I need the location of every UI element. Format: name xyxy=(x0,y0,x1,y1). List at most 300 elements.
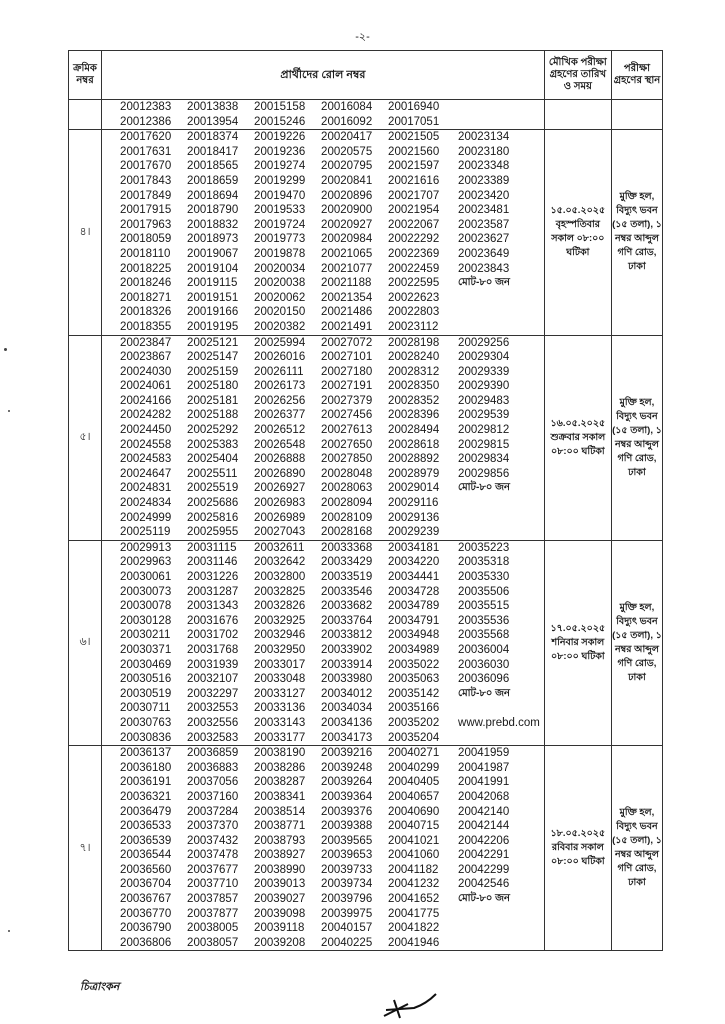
roll-number: 20034948 xyxy=(388,629,440,642)
roll-number: 20016084 xyxy=(321,101,373,113)
roll-number: 20021065 xyxy=(321,247,373,260)
roll-number: 20029539 xyxy=(458,409,510,422)
roll-number: 20023867 xyxy=(120,351,172,364)
punch-mark xyxy=(4,348,7,351)
roll-number: 20042299 xyxy=(458,863,510,876)
roll-grid xyxy=(120,100,544,129)
roll-number: 20028892 xyxy=(388,453,440,466)
roll-number: 20019067 xyxy=(187,247,239,260)
roll-number: 20032800 xyxy=(254,571,306,583)
roll-number: 20029014 xyxy=(388,482,440,495)
roll-number: 20033048 xyxy=(254,673,306,686)
watermark-text: www.prebd.com xyxy=(458,716,540,729)
roll-number: 20036030 xyxy=(458,658,510,671)
roll-number: 20023134 xyxy=(458,131,510,144)
roll-number: 20042546 xyxy=(458,878,510,891)
roll-number: 20021560 xyxy=(388,145,440,158)
section-row xyxy=(69,130,663,335)
roll-number-table xyxy=(68,50,663,951)
roll-number: 20033546 xyxy=(321,585,373,598)
roll-number: 20035063 xyxy=(388,673,440,686)
roll-number: 20037160 xyxy=(187,790,239,803)
roll-number: 20017631 xyxy=(120,145,172,158)
roll-number: 20026983 xyxy=(254,497,306,510)
roll-number: 20018659 xyxy=(187,174,239,187)
total-count: মোট-৮০ জন xyxy=(458,277,511,289)
roll-number: 20033017 xyxy=(254,658,306,671)
roll-number: 20032107 xyxy=(187,673,239,686)
roll-number: 20020896 xyxy=(321,189,373,202)
roll-number: 20021597 xyxy=(388,160,440,173)
roll-number: 20036137 xyxy=(120,747,172,760)
roll-number: 20031768 xyxy=(187,643,239,656)
serial-number: ৫। xyxy=(69,335,102,540)
roll-number: 20037056 xyxy=(187,776,239,789)
roll-number: 20029239 xyxy=(388,526,440,539)
roll-number: 20025159 xyxy=(187,365,239,378)
roll-number: 20031115 xyxy=(187,541,237,554)
roll-number: 20025180 xyxy=(187,380,239,393)
roll-number: 20041060 xyxy=(388,849,440,862)
roll-number: 20023180 xyxy=(458,145,510,158)
exam-venue: মুক্তি হল, বিদ্যুৎ ভবন (১৫ তলা), ১ নম্বর আব্দুল গণি রোড, ঢাকা xyxy=(611,540,662,745)
roll-number: 20028198 xyxy=(388,336,440,349)
roll-number: 20024999 xyxy=(120,511,172,524)
roll-number: 20012383 xyxy=(120,101,172,113)
roll-number xyxy=(458,511,543,526)
initials-signature: চিত্রাংকন xyxy=(80,981,120,993)
roll-number: 20034012 xyxy=(321,687,373,700)
roll-number: 20025519 xyxy=(187,482,239,495)
roll-number: 20019236 xyxy=(254,145,306,158)
roll-number: 20022803 xyxy=(388,306,440,319)
roll-number: 20036180 xyxy=(120,761,172,774)
roll-number: 20037284 xyxy=(187,805,239,818)
roll-number: 20039565 xyxy=(321,834,373,847)
roll-number: 20038793 xyxy=(254,834,306,847)
roll-number xyxy=(458,115,543,130)
roll-number: 20033429 xyxy=(321,556,373,569)
roll-number: 20023420 xyxy=(458,189,510,202)
roll-number: 20040657 xyxy=(388,790,440,803)
exam-venue: মুক্তি হল, বিদ্যুৎ ভবন (১৫ তলা), ১ নম্বর আব্দুল গণি রোড, ঢাকা xyxy=(611,335,662,540)
roll-number: 20028979 xyxy=(388,467,440,480)
roll-number: 20039733 xyxy=(321,863,373,876)
roll-number: 20036321 xyxy=(120,790,172,803)
roll-number: 20032297 xyxy=(187,687,239,700)
roll-number: 20036767 xyxy=(120,893,172,906)
roll-number: 20035204 xyxy=(388,731,440,744)
roll-number: 20022292 xyxy=(388,233,440,246)
roll-number: 20028352 xyxy=(388,394,440,407)
roll-number: 20032556 xyxy=(187,716,239,729)
roll-number: 20025188 xyxy=(187,409,239,422)
roll-number: 20021707 xyxy=(388,189,440,202)
roll-number: 20037677 xyxy=(187,863,239,876)
section-row xyxy=(69,335,663,540)
roll-number: 20034181 xyxy=(388,541,440,554)
roll-number: 20039013 xyxy=(254,878,306,891)
roll-number: 20020150 xyxy=(254,306,306,319)
roll-number xyxy=(458,907,543,922)
roll-number: 20032553 xyxy=(187,702,239,715)
roll-number: 20029815 xyxy=(458,438,510,451)
roll-number: 20034220 xyxy=(388,556,440,569)
section-row xyxy=(69,540,663,745)
roll-number xyxy=(458,305,543,320)
roll-number: 20026377 xyxy=(254,409,306,422)
total-count: মোট-৮০ জন xyxy=(458,482,511,494)
roll-number: 20033143 xyxy=(254,716,306,729)
roll-number: 20020927 xyxy=(321,218,373,231)
roll-grid xyxy=(120,746,544,950)
roll-number: 20037478 xyxy=(187,849,239,862)
roll-grid xyxy=(120,336,544,540)
signature-mark xyxy=(380,992,440,1022)
roll-number: 20038190 xyxy=(254,747,306,760)
roll-number: 20037877 xyxy=(187,907,239,920)
punch-mark xyxy=(8,410,10,412)
exam-venue: মুক্তি হল, বিদ্যুৎ ভবন (১৫ তলা), ১ নম্বর আব্দুল গণি রোড, ঢাকা xyxy=(611,130,662,335)
roll-number: 20042140 xyxy=(458,805,510,818)
roll-number: 20041775 xyxy=(388,907,440,920)
roll-number: 20024282 xyxy=(120,409,172,422)
roll-number: 20020575 xyxy=(321,145,373,158)
roll-number: 20030711 xyxy=(120,702,171,715)
roll-number: 20038990 xyxy=(254,863,306,876)
roll-number: 20032950 xyxy=(254,643,306,656)
roll-number: 20033682 xyxy=(321,600,373,613)
roll-number: 20036704 xyxy=(120,878,172,891)
roll-number: 20019166 xyxy=(187,306,239,319)
section-row xyxy=(69,746,663,951)
roll-number: 20019151 xyxy=(187,291,239,304)
roll-number: 20019533 xyxy=(254,204,306,217)
roll-number: 20028168 xyxy=(321,526,373,539)
roll-number: 20026111 xyxy=(254,365,304,378)
roll-number: 20030763 xyxy=(120,716,172,729)
roll-number: 20028048 xyxy=(321,467,373,480)
roll-number: 20040715 xyxy=(388,820,440,833)
roll-number: 20028494 xyxy=(388,424,440,437)
roll-number: 20026256 xyxy=(254,394,306,407)
roll-number: 20035330 xyxy=(458,571,510,583)
roll-number: 20038514 xyxy=(254,805,306,818)
roll-number: 20018059 xyxy=(120,233,172,246)
serial-number xyxy=(69,100,102,130)
roll-number-list xyxy=(102,335,545,540)
roll-number: 20017843 xyxy=(120,174,172,187)
roll-number: 20018225 xyxy=(120,262,172,275)
roll-number: 20025119 xyxy=(120,526,171,539)
roll-number: 20018326 xyxy=(120,306,172,319)
exam-date-time: ১৫.০৫.২০২৫ বৃহস্পতিবার সকাল ০৮:০০ ঘটিকা xyxy=(544,130,611,335)
roll-number: 20026927 xyxy=(254,482,306,495)
roll-number: 20024834 xyxy=(120,497,172,510)
roll-number: 20029136 xyxy=(388,511,440,524)
roll-number: 20031939 xyxy=(187,658,239,671)
roll-number: 20040225 xyxy=(321,936,373,949)
roll-number: 20025511 xyxy=(187,467,238,480)
roll-number: 20026016 xyxy=(254,351,306,364)
roll-number: 20038005 xyxy=(187,922,239,935)
roll-number xyxy=(458,320,543,335)
roll-number: 20023112 xyxy=(388,320,439,333)
roll-number: 20032826 xyxy=(254,600,306,613)
serial-number: ৪। xyxy=(69,130,102,335)
roll-number: 20021077 xyxy=(321,262,373,275)
roll-number: 20028312 xyxy=(388,365,440,378)
roll-number: 20019470 xyxy=(254,189,306,202)
roll-number: 20018110 xyxy=(120,247,171,260)
roll-number: 20018973 xyxy=(187,233,239,246)
roll-number xyxy=(458,921,543,936)
roll-number: 20025994 xyxy=(254,336,306,349)
section-row xyxy=(69,100,663,130)
roll-number: 20037370 xyxy=(187,820,239,833)
roll-number: 20026548 xyxy=(254,438,306,451)
roll-number: 20020034 xyxy=(254,262,306,275)
roll-number: 20040157 xyxy=(321,922,373,935)
roll-number: 20031226 xyxy=(187,571,239,583)
roll-number: 20031146 xyxy=(187,556,238,569)
roll-number: 20030516 xyxy=(120,673,172,686)
roll-number: 20036770 xyxy=(120,907,172,920)
roll-number: 20024166 xyxy=(120,394,172,407)
roll-number: 20020062 xyxy=(254,291,306,304)
roll-number: 20020417 xyxy=(321,131,373,144)
roll-number: 20033914 xyxy=(321,658,373,671)
roll-number: 20023389 xyxy=(458,174,510,187)
roll-number: 20035536 xyxy=(458,614,510,627)
roll-number: 20024558 xyxy=(120,438,172,451)
roll-number: 20023847 xyxy=(120,336,172,349)
roll-number: 20027456 xyxy=(321,409,373,422)
roll-number: 20027850 xyxy=(321,453,373,466)
roll-number: 20023348 xyxy=(458,160,510,173)
roll-number: 20012386 xyxy=(120,115,172,128)
roll-number: 20024030 xyxy=(120,365,172,378)
roll-number: 20033136 xyxy=(254,702,306,715)
roll-number: 20039098 xyxy=(254,907,306,920)
roll-number: 20034728 xyxy=(388,585,440,598)
roll-number: 20021354 xyxy=(321,291,373,304)
roll-number: 20039388 xyxy=(321,820,373,833)
roll-number: 20035022 xyxy=(388,658,440,671)
roll-number: 20036096 xyxy=(458,673,510,686)
roll-number: 20034791 xyxy=(388,614,440,627)
roll-number: 20035515 xyxy=(458,600,510,613)
roll-number: 20026888 xyxy=(254,453,306,466)
roll-number: 20019773 xyxy=(254,233,306,246)
roll-number: 20027072 xyxy=(321,336,373,349)
roll-number: 20036806 xyxy=(120,936,172,949)
exam-date-time: ১৮.০৫.২০২৫ রবিবার সকাল ০৮:০০ ঘটিকা xyxy=(544,746,611,951)
roll-number: 20042144 xyxy=(458,820,510,833)
roll-number: 20017620 xyxy=(120,131,172,144)
roll-number: 20030128 xyxy=(120,614,172,627)
roll-number: 20030211 xyxy=(120,629,171,642)
roll-number: 20035318 xyxy=(458,556,510,569)
roll-number: 20035202 xyxy=(388,716,440,729)
roll-number: 20033177 xyxy=(254,731,306,744)
roll-number: 20018271 xyxy=(120,291,172,304)
roll-number: 20032642 xyxy=(254,556,306,569)
roll-number: 20025686 xyxy=(187,497,239,510)
roll-number: 20042291 xyxy=(458,849,510,862)
roll-number: 20020038 xyxy=(254,277,306,290)
roll-number: 20029116 xyxy=(388,497,439,510)
roll-number: 20034441 xyxy=(388,571,440,583)
roll-number: 20035506 xyxy=(458,585,510,598)
roll-number: 20032925 xyxy=(254,614,306,627)
roll-number: 20024831 xyxy=(120,482,172,495)
roll-number: 20018246 xyxy=(120,277,172,290)
roll-number: 20038287 xyxy=(254,776,306,789)
serial-number: ৭। xyxy=(69,746,102,951)
header-venue: পরীক্ষা গ্রহণের স্থান xyxy=(611,51,662,100)
roll-number: 20030519 xyxy=(120,687,172,700)
total-count: মোট-৮০ জন xyxy=(458,687,511,699)
roll-number: 20023649 xyxy=(458,247,510,260)
roll-number: 20022595 xyxy=(388,277,440,290)
roll-number: 20034789 xyxy=(388,600,440,613)
roll-number: 20023481 xyxy=(458,204,510,217)
roll-number xyxy=(458,496,543,511)
roll-number: 20020900 xyxy=(321,204,373,217)
roll-number: 20027650 xyxy=(321,438,373,451)
roll-number: 20028240 xyxy=(388,351,440,364)
roll-number: 20025404 xyxy=(187,453,239,466)
roll-number: 20035223 xyxy=(458,541,510,554)
roll-number: 20040405 xyxy=(388,776,440,789)
roll-number: 20017051 xyxy=(388,115,440,128)
roll-number: 20036533 xyxy=(120,820,172,833)
roll-number: 20030073 xyxy=(120,585,172,598)
roll-number: 20029913 xyxy=(120,541,172,554)
exam-date-time: ১৬.০৫.২০২৫ শুক্রবার সকাল ০৮:০০ ঘটিকা xyxy=(544,335,611,540)
roll-number: 20018374 xyxy=(187,131,239,144)
roll-number: 20038286 xyxy=(254,761,306,774)
roll-number: 20016940 xyxy=(388,101,440,113)
roll-number: 20015158 xyxy=(254,101,306,113)
header-date: মৌখিক পরীক্ষা গ্রহণের তারিখ ও সময় xyxy=(544,51,611,100)
roll-number xyxy=(458,291,543,306)
roll-number: 20021491 xyxy=(321,320,373,333)
roll-number: 20015246 xyxy=(254,115,306,128)
roll-number: 20039796 xyxy=(321,893,373,906)
roll-number: 20019878 xyxy=(254,247,306,260)
roll-number: 20020984 xyxy=(321,233,373,246)
roll-number: 20039264 xyxy=(321,776,373,789)
roll-number: 20026512 xyxy=(254,424,306,437)
header-roll: প্রার্থীদের রোল নম্বর xyxy=(102,51,545,100)
roll-number: 20017963 xyxy=(120,218,172,231)
roll-number: 20025292 xyxy=(187,424,239,437)
roll-number: 20020841 xyxy=(321,174,373,187)
roll-number: 20034989 xyxy=(388,643,440,656)
roll-number: 20024450 xyxy=(120,424,172,437)
roll-number: 20031702 xyxy=(187,629,239,642)
roll-number: 20042206 xyxy=(458,834,510,847)
roll-number: 20027101 xyxy=(321,351,373,364)
roll-number: 20021616 xyxy=(388,174,440,187)
roll-number: 20017915 xyxy=(120,204,172,217)
roll-number: 20017670 xyxy=(120,160,172,173)
roll-number: 20034034 xyxy=(321,702,373,715)
roll-number: 20033980 xyxy=(321,673,373,686)
roll-number: 20024583 xyxy=(120,453,172,466)
table-header-row xyxy=(69,51,663,100)
roll-number: 20017849 xyxy=(120,189,172,202)
roll-number: 20039248 xyxy=(321,761,373,774)
roll-number: 20036539 xyxy=(120,834,172,847)
roll-number: 20042068 xyxy=(458,790,510,803)
roll-number: 20035166 xyxy=(388,702,440,715)
roll-number: 20029256 xyxy=(458,336,510,349)
roll-number: 20034173 xyxy=(321,731,373,744)
roll-number: 20025816 xyxy=(187,511,239,524)
roll-number: 20021486 xyxy=(321,306,373,319)
roll-number: 20033519 xyxy=(321,571,373,583)
roll-number-list xyxy=(102,130,545,335)
roll-number: 20018694 xyxy=(187,189,239,202)
roll-number: 20018355 xyxy=(120,320,172,333)
roll-number: 20034136 xyxy=(321,716,373,729)
roll-number: 20040690 xyxy=(388,805,440,818)
roll-grid xyxy=(120,541,544,745)
roll-number: 20041182 xyxy=(388,863,439,876)
roll-number: 20019724 xyxy=(254,218,306,231)
roll-number: 20029390 xyxy=(458,380,510,393)
roll-number: 20030371 xyxy=(120,643,172,656)
roll-number: 20035142 xyxy=(388,687,440,700)
roll-number: 20021954 xyxy=(388,204,440,217)
roll-number: 20022459 xyxy=(388,262,440,275)
roll-number: 20032825 xyxy=(254,585,306,598)
roll-number: 20018417 xyxy=(187,145,239,158)
roll-number: 20018790 xyxy=(187,204,239,217)
roll-number: 20020382 xyxy=(254,320,306,333)
roll-number: 20022369 xyxy=(388,247,440,260)
roll-number: 20018832 xyxy=(187,218,239,231)
roll-number: 20019115 xyxy=(187,277,238,290)
roll-number: 20036191 xyxy=(120,776,172,789)
roll-number: 20037710 xyxy=(187,878,239,891)
roll-number: 20030061 xyxy=(120,571,172,583)
roll-number: 20030836 xyxy=(120,731,172,744)
exam-date-time xyxy=(544,100,611,130)
roll-number: 20025955 xyxy=(187,526,239,539)
roll-number: 20016092 xyxy=(321,115,373,128)
roll-number: 20028109 xyxy=(321,511,373,524)
roll-number: 20023587 xyxy=(458,218,510,231)
roll-number: 20029304 xyxy=(458,351,510,364)
roll-number: 20027379 xyxy=(321,394,373,407)
roll-number: 20037432 xyxy=(187,834,239,847)
roll-number: 20019195 xyxy=(187,320,239,333)
roll-number: 20041021 xyxy=(388,834,440,847)
roll-number: 20019226 xyxy=(254,131,306,144)
punch-mark xyxy=(8,930,10,932)
roll-number: 20029963 xyxy=(120,556,172,569)
roll-number-list xyxy=(102,100,545,130)
roll-number-list xyxy=(102,746,545,951)
roll-number: 20027613 xyxy=(321,424,373,437)
roll-number: 20025147 xyxy=(187,351,239,364)
roll-number: 20021505 xyxy=(388,131,440,144)
roll-number: 20031676 xyxy=(187,614,239,627)
